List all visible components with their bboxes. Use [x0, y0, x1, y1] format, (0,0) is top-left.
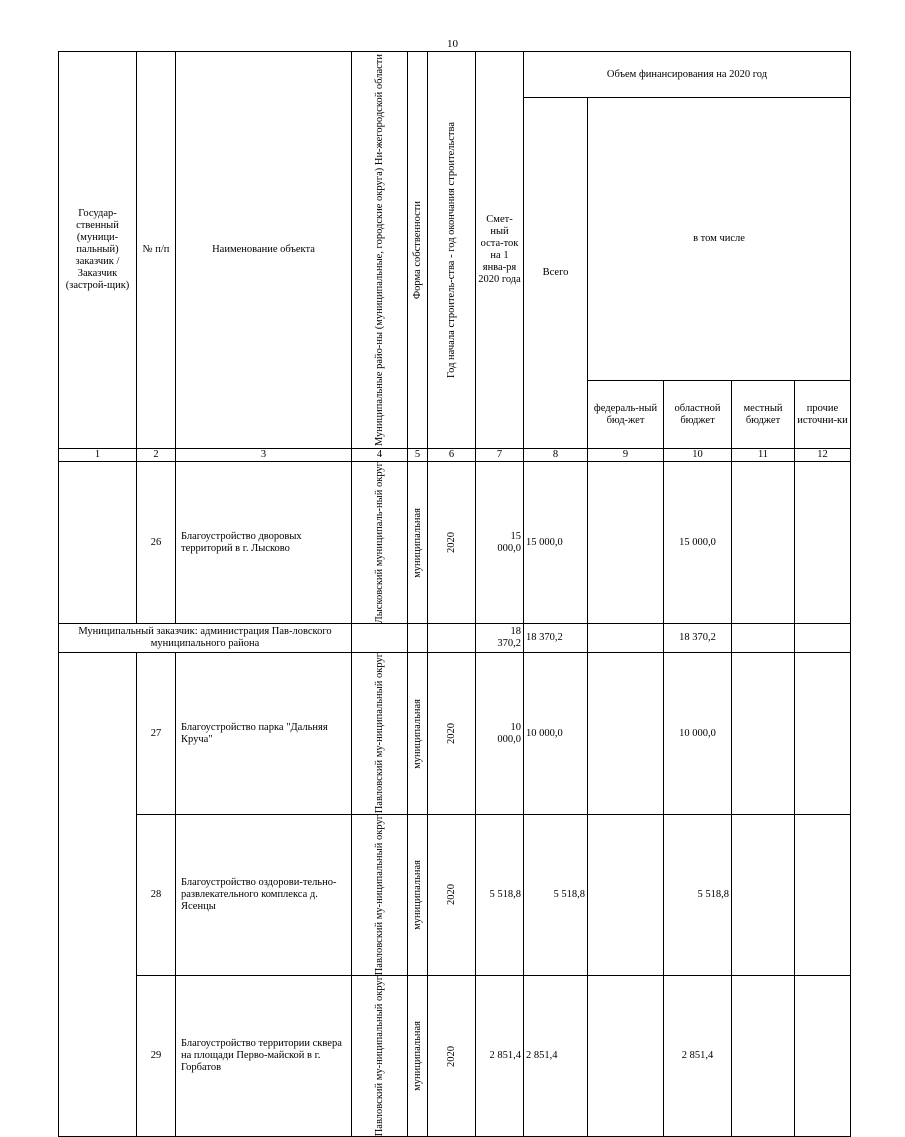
header-ownership: Форма собственности	[412, 200, 423, 300]
ownership-cell	[408, 462, 428, 624]
total-value: 18 370,2	[524, 624, 588, 653]
year-cell	[428, 653, 476, 814]
federal-value	[588, 624, 664, 653]
header-regional: областной бюджет	[664, 381, 732, 449]
column-number: 1	[59, 449, 137, 462]
header-ownership-cell	[408, 52, 428, 449]
header-years-cell	[428, 52, 476, 449]
federal-value	[588, 462, 664, 624]
header-customer: Государ-ственный (муници-пальный) заказчик / Заказчик (застрой-щик)	[59, 52, 137, 449]
other-value	[795, 653, 851, 814]
column-numbers-row	[59, 449, 851, 462]
row-number: 28	[137, 814, 176, 975]
federal-value	[588, 653, 664, 814]
ownership-cell	[408, 624, 428, 653]
table-row	[59, 653, 851, 814]
customer-cell	[59, 653, 137, 1137]
total-value: 15 000,0	[524, 462, 588, 624]
ownership-form: муниципальная	[412, 1021, 423, 1092]
header-row-1	[59, 52, 851, 98]
column-number: 12	[795, 449, 851, 462]
district-cell	[352, 975, 408, 1136]
table-row	[59, 462, 851, 624]
ownership-form: муниципальная	[412, 698, 423, 769]
header-total: Всего	[524, 98, 588, 449]
local-value	[732, 653, 795, 814]
federal-value	[588, 975, 664, 1136]
year-cell	[428, 814, 476, 975]
other-value	[795, 624, 851, 653]
customer-cell	[59, 462, 137, 624]
construction-year: 2020	[446, 723, 457, 745]
ownership-form: муниципальная	[412, 859, 423, 930]
other-value	[795, 814, 851, 975]
ownership-cell	[408, 975, 428, 1136]
district-cell	[352, 814, 408, 975]
object-name: Благоустройство дворовых территорий в г. Лысково	[176, 462, 352, 624]
header-funding: Объем финансирования на 2020 год	[524, 52, 851, 98]
district-cell	[352, 624, 408, 653]
total-value: 10 000,0	[524, 653, 588, 814]
district-cell	[352, 653, 408, 814]
construction-year: 2020	[446, 884, 457, 906]
federal-value	[588, 814, 664, 975]
object-name: Благоустройство территории сквера на площади Перво-майской в г. Горбатов	[176, 975, 352, 1136]
column-number: 2	[137, 449, 176, 462]
header-including: в том числе	[588, 98, 851, 381]
header-district: Муниципальные райо-ны (муниципальные, городские округа) Ни-жегородской области	[374, 54, 385, 447]
table-row	[59, 814, 851, 975]
column-number: 11	[732, 449, 795, 462]
header-local: местный бюджет	[732, 381, 795, 449]
district-name: Лысковский муниципаль-ный округ	[374, 462, 385, 624]
district-cell	[352, 462, 408, 624]
year-cell	[428, 975, 476, 1136]
row-number: 29	[137, 975, 176, 1136]
construction-year: 2020	[446, 1045, 457, 1067]
object-name: Благоустройство парка "Дальняя Круча"	[176, 653, 352, 814]
column-number: 5	[408, 449, 428, 462]
row-number: 26	[137, 462, 176, 624]
estimate-value	[476, 653, 524, 814]
column-number: 10	[664, 449, 732, 462]
year-cell	[428, 624, 476, 653]
local-value	[732, 975, 795, 1136]
construction-year: 2020	[446, 532, 457, 554]
column-number: 6	[428, 449, 476, 462]
district-name: Павловский му-ниципальный округ	[374, 975, 385, 1137]
total-value: 2 851,4	[524, 975, 588, 1136]
header-number: № п/п	[137, 52, 176, 449]
table-row	[59, 975, 851, 1136]
estimate-value: 5 518,8	[476, 814, 524, 975]
estimate-value-text: 18 370,2	[497, 626, 521, 650]
regional-value: 15 000,0	[664, 462, 732, 624]
other-value	[795, 462, 851, 624]
column-number: 4	[352, 449, 408, 462]
ownership-cell	[408, 653, 428, 814]
column-number: 7	[476, 449, 524, 462]
customer-label: Муниципальный заказчик: администрация Пав-ловского муниципального района	[59, 624, 352, 653]
column-number: 3	[176, 449, 352, 462]
ownership-cell	[408, 814, 428, 975]
estimate-value	[476, 624, 524, 653]
customer-summary-row	[59, 624, 851, 653]
financing-table	[58, 51, 851, 1137]
total-value: 5 518,8	[524, 814, 588, 975]
district-name: Павловский му-ниципальный округ	[374, 814, 385, 975]
district-name: Павловский му-ниципальный округ	[374, 653, 385, 814]
regional-value: 18 370,2	[664, 624, 732, 653]
estimate-value: 2 851,4	[476, 975, 524, 1136]
local-value	[732, 462, 795, 624]
estimate-value-text: 10 000,0	[497, 721, 521, 745]
object-name: Благоустройство оздорови-тельно-развлекательного комплекса д. Ясенцы	[176, 814, 352, 975]
ownership-form: муниципальная	[412, 507, 423, 578]
header-federal: федераль-ный бюд-жет	[588, 381, 664, 449]
estimate-value	[476, 462, 524, 624]
row-number: 27	[137, 653, 176, 814]
other-value	[795, 975, 851, 1136]
header-other: прочие источни-ки	[795, 381, 851, 449]
regional-value: 10 000,0	[664, 653, 732, 814]
year-cell	[428, 462, 476, 624]
estimate-value-text: 15 000,0	[497, 530, 521, 554]
header-district-cell	[352, 52, 408, 449]
header-years: Год начала строитель-ства - год окончания строительства	[446, 122, 457, 379]
local-value	[732, 624, 795, 653]
page-number: 10	[447, 38, 458, 50]
header-object-name: Наименование объекта	[176, 52, 352, 449]
column-number: 9	[588, 449, 664, 462]
regional-value: 5 518,8	[664, 814, 732, 975]
header-estimate: Смет-ный оста-ток на 1 янва-ря 2020 года	[476, 52, 524, 449]
column-number: 8	[524, 449, 588, 462]
local-value	[732, 814, 795, 975]
regional-value: 2 851,4	[664, 975, 732, 1136]
